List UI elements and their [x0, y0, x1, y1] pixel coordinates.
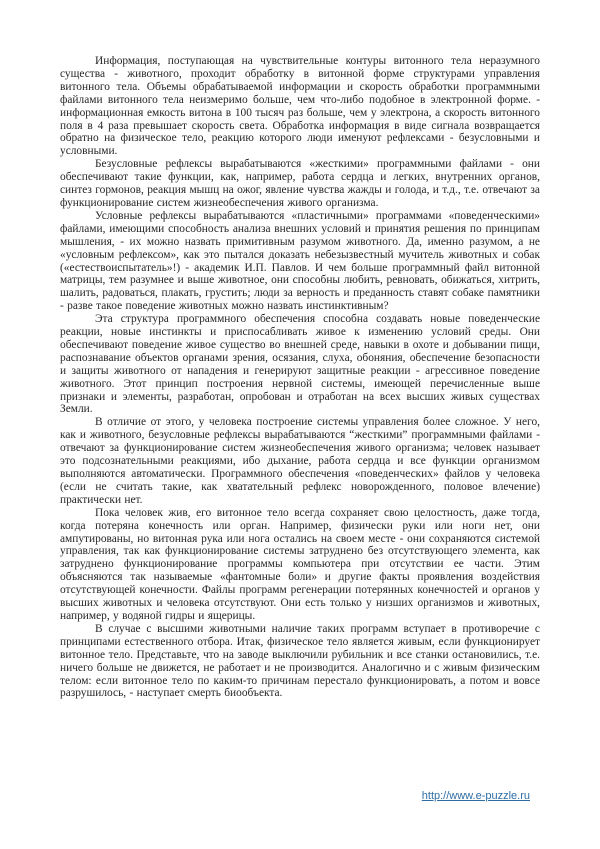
paragraph: В случае с высшими животными наличие таких программ вступает в противоречие с принципами естественного отбора. Итак, физическое тело является живым, если функционирует витонное тело. Представьте, что на заводе выключили рубильник и все станки остановились, т.е. ничего больше не движется, не работает и не производится. Аналогично и с живым физическим телом: если витонное тело по каким-то причинам перестало функционировать, а потом и вовсе разрушилось, - наступает смерть биообъекта. [60, 622, 540, 700]
footer-link-row [60, 786, 540, 804]
paragraph: Безусловные рефлексы вырабатываются «жесткими» программными файлами - они обеспечивают такие функции, как, например, работа сердца и легких, внутренних органов, синтез гормонов, реакция мышц на ожог, явление чувства жажды и голода, и т.д., т.е. отвечают за функционирование систем жизнеобеспечения живого организма. [60, 158, 540, 209]
e-puzzle-link[interactable]: http://www.e-puzzle.ru [421, 790, 530, 802]
paragraph: Эта структура программного обеспечения способна создавать новые поведенческие реакции, новые инстинкты и приспосабливать живое к изменению условий среды. Они обеспечивают поведение живое существо во внешней среде, навыки в охоте и добывании пищи, распознавание объектов органами зрения, осязания, слуха, обоняния, обеспечение безопасности и защиты животного от нападения и генерируют защитные реакции - агрессивное поведение животного. Этот принцип построения нервной системы, имеющей перечисленные выше признаки и элементы, разработан, опробован и отработан на всех высших живых существах Земли. [60, 313, 540, 416]
paragraph: В отличие от этого, у человека построение системы управления более сложное. У него, как и животного, безусловные рефлексы вырабатываются “жесткими” программными файлами - отвечают за функционирование систем жизнеобеспечения живого организма; человек называет это подсознательными реакциями, ибо дыхание, работа сердца и все функции организмом выполняются автоматически. Программного обеспечения «поведенческих» файлов у человека (если не считать такие, как хватательный рефлекс новорожденного, половое влечение) практически нет. [60, 416, 540, 506]
paragraph: Пока человек жив, его витонное тело всегда сохраняет свою целостность, даже тогда, когда потеряна конечность или орган. Например, физически руки или ноги нет, они ампутированы, но витонная рука или нога остались на своем месте - они сохраняются системой управления, так как функционирование системы затруднено без отсутствующего элемента, как затруднено функционирование программы компьютера при отсутствии ее части. Этим объясняются так называемые «фантомные боли» и другие факты проявления воздействия отсутствующей конечности. Файлы программ регенерации потерянных конечностей и органов у высших животных и человека отсутствуют. Они есть только у низших организмов и животных, например, у водяной гидры и ящерицы. [60, 506, 540, 622]
paragraph: Информация, поступающая на чувствительные контуры витонного тела неразумного существа - животного, проходит обработку в витонной форме структурами управления витонного тела. Объемы обрабатываемой информации и скорость обработки программными файлами витонного тела неизмеримо больше, чем что-либо подобное в электронной форме. - информационная емкость витона в 100 тысяч раз больше, чем у электрона, а скорость витонного поля в 4 раза превышает скорость света. Обработка информация в виде сигнала возвращается обратно на физическое тело, реакцию которого люди именуют рефлексами - безусловными и условными. [60, 55, 540, 158]
paragraph: Условные рефлексы вырабатываются «пластичными» программами «поведенческими» файлами, имеющими способность анализа внешних условий и принятия решения по принципам мышления, - их можно назвать примитивным разумом животного. Да, именно разумом, а не «условным рефлексом», как это пытался доказать небезызвестный мучитель животных и собак («естествоиспытатель»!) - академик И.П. Павлов. И чем больше программный файл витонной матрицы, тем разумнее и выше животное, они способны любить, ревновать, обижаться, хитрить, шалить, радоваться, плакать, грустить; люди за верность и преданность ставят собаке памятники - разве такое поведение животных можно назвать инстинктивным? [60, 209, 540, 313]
text-body [60, 55, 540, 700]
